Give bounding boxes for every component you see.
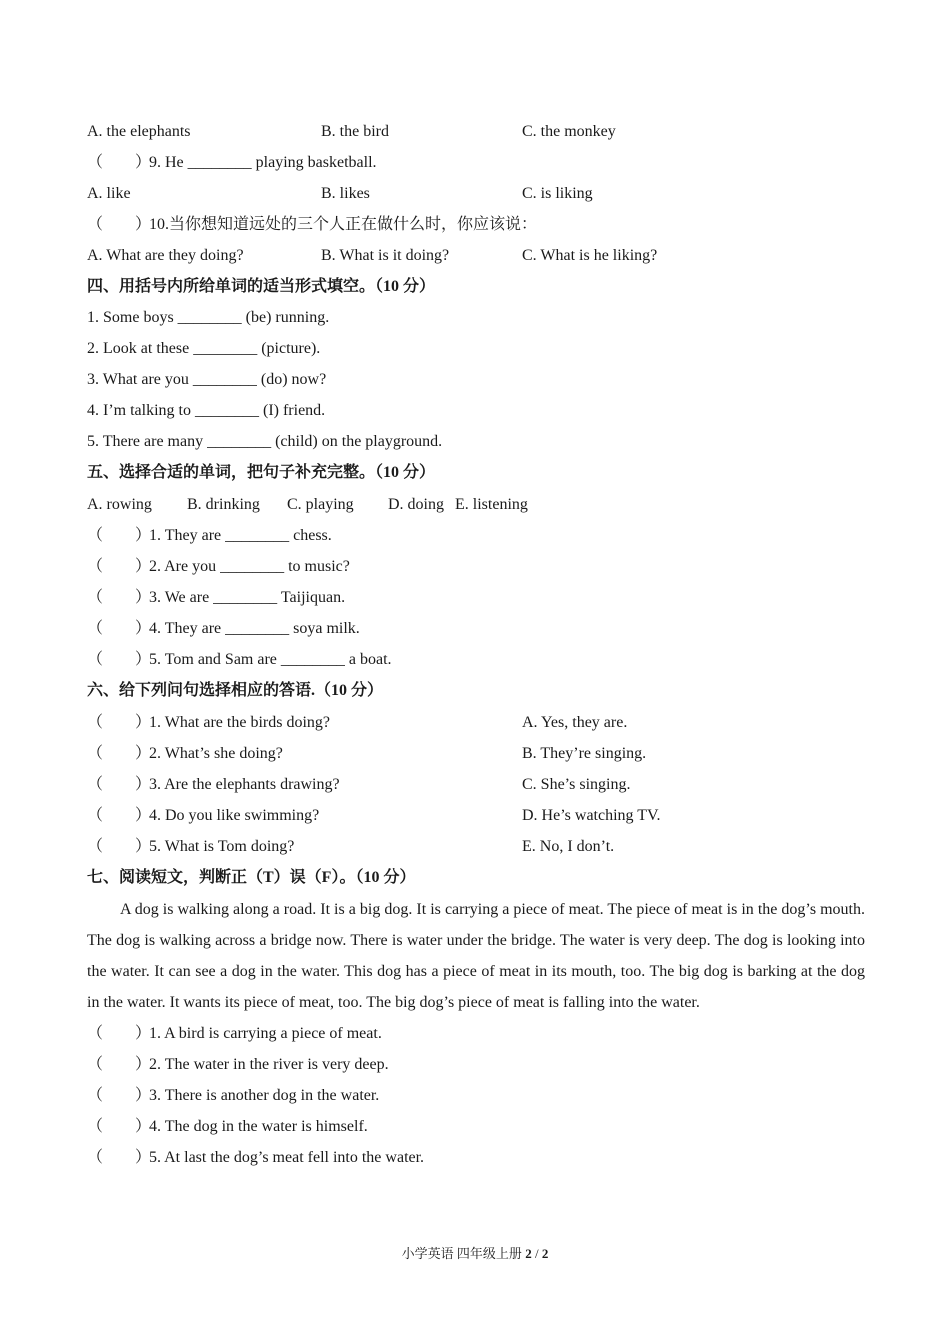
answer-paren[interactable]: （ ） bbox=[87, 807, 152, 824]
q9-option-b: B. likes bbox=[321, 185, 370, 202]
page-total: 2 bbox=[541, 1246, 549, 1261]
section6-row bbox=[87, 738, 867, 769]
q8-option-c: C. the monkey bbox=[522, 123, 616, 140]
answer-paren[interactable]: （ ） bbox=[87, 589, 152, 606]
section5-item bbox=[87, 644, 392, 675]
page-separator: / bbox=[531, 1246, 542, 1261]
q9-line bbox=[87, 147, 377, 178]
word-option: A. rowing bbox=[87, 496, 152, 513]
answer-option: D. He’s watching TV. bbox=[522, 807, 661, 824]
section7-item bbox=[87, 1111, 368, 1142]
footer-label: 小学英语 四年级上册 bbox=[401, 1246, 522, 1261]
section6-row bbox=[87, 831, 867, 862]
statement-text: 4. The dog in the water is himself. bbox=[149, 1118, 368, 1135]
answer-paren[interactable]: （ ） bbox=[87, 558, 152, 575]
statement-text: 1. A bird is carrying a piece of meat. bbox=[149, 1025, 382, 1042]
question-text: 5. What is Tom doing? bbox=[149, 838, 295, 855]
section4-item: 5. There are many ________ (child) on the playground. bbox=[87, 433, 443, 450]
item-text: 5. Tom and Sam are ________ a boat. bbox=[149, 651, 392, 668]
q9-text: 9. He ________ playing basketball. bbox=[149, 154, 377, 171]
section6-row bbox=[87, 769, 867, 800]
q8-option-a: A. the elephants bbox=[87, 123, 191, 140]
section7-item bbox=[87, 1080, 379, 1111]
answer-paren[interactable]: （ ） bbox=[87, 620, 152, 637]
page-number: 2 bbox=[525, 1246, 532, 1261]
answer-paren[interactable]: （ ） bbox=[87, 1056, 152, 1073]
section4-heading: 四、用括号内所给单词的适当形式填空。（10 分） bbox=[87, 278, 436, 295]
q10-line bbox=[87, 209, 537, 240]
question-text: 2. What’s she doing? bbox=[149, 745, 283, 762]
q8-option-b: B. the bird bbox=[321, 123, 389, 140]
section4-item: 3. What are you ________ (do) now? bbox=[87, 371, 327, 388]
answer-paren[interactable]: （ ） bbox=[87, 216, 152, 233]
section6-row bbox=[87, 800, 867, 831]
section7-item bbox=[87, 1142, 424, 1173]
answer-option: A. Yes, they are. bbox=[522, 714, 628, 731]
answer-paren[interactable]: （ ） bbox=[87, 776, 152, 793]
word-option: E. listening bbox=[455, 496, 528, 513]
answer-paren[interactable]: （ ） bbox=[87, 154, 152, 171]
q9-option-c: C. is liking bbox=[522, 185, 593, 202]
item-text: 4. They are ________ soya milk. bbox=[149, 620, 360, 637]
section4-item: 4. I’m talking to ________ (I) friend. bbox=[87, 402, 326, 419]
statement-text: 5. At last the dog’s meat fell into the water. bbox=[149, 1149, 425, 1166]
q10-option-c: C. What is he liking? bbox=[522, 247, 658, 264]
statement-text: 3. There is another dog in the water. bbox=[149, 1087, 380, 1104]
q9-option-a: A. like bbox=[87, 185, 131, 202]
q10-option-b: B. What is it doing? bbox=[321, 247, 450, 264]
section7-heading: 七、阅读短文，判断正（T）误（F）。（10 分） bbox=[87, 869, 416, 886]
answer-paren[interactable]: （ ） bbox=[87, 651, 152, 668]
section5-item bbox=[87, 520, 332, 551]
section7-item bbox=[87, 1049, 389, 1080]
answer-paren[interactable]: （ ） bbox=[87, 1149, 152, 1166]
item-text: 2. Are you ________ to music? bbox=[149, 558, 350, 575]
word-option: C. playing bbox=[287, 496, 354, 513]
answer-paren[interactable]: （ ） bbox=[87, 838, 152, 855]
section5-item bbox=[87, 582, 345, 613]
item-text: 3. We are ________ Taijiquan. bbox=[149, 589, 346, 606]
statement-text: 2. The water in the river is very deep. bbox=[149, 1056, 389, 1073]
word-option: D. doing bbox=[388, 496, 444, 513]
section6-row bbox=[87, 707, 867, 738]
section6-heading: 六、给下列问句选择相应的答语.（10 分） bbox=[87, 682, 384, 699]
q10-text: 10.当你想知道远处的三个人正在做什么时，你应该说： bbox=[149, 216, 538, 233]
section4-item: 2. Look at these ________ (picture). bbox=[87, 340, 321, 357]
answer-paren[interactable]: （ ） bbox=[87, 1118, 152, 1135]
section5-heading: 五、选择合适的单词，把句子补充完整。（10 分） bbox=[87, 464, 436, 481]
question-text: 4. Do you like swimming? bbox=[149, 807, 320, 824]
section5-item bbox=[87, 551, 350, 582]
page-footer bbox=[0, 1243, 950, 1262]
section7-item bbox=[87, 1018, 382, 1049]
section4-item: 1. Some boys ________ (be) running. bbox=[87, 309, 330, 326]
question-text: 3. Are the elephants drawing? bbox=[149, 776, 340, 793]
word-option: B. drinking bbox=[187, 496, 260, 513]
answer-paren[interactable]: （ ） bbox=[87, 745, 152, 762]
answer-paren[interactable]: （ ） bbox=[87, 527, 152, 544]
q10-option-a: A. What are they doing? bbox=[87, 247, 244, 264]
answer-option: B. They’re singing. bbox=[522, 745, 647, 762]
reading-passage: A dog is walking along a road. It is a big dog. It is carrying a piece of meat. The piece of meat is in the dog’s mouth. The dog is walking across a bridge now. There is water under the bridge. The water is very deep. The dog is looking into the water. It can see a dog in the water. This dog has a piece of meat in its mouth, too. The big dog is barking at the dog in the water. It wants its piece of meat, too. The big dog’s piece of meat is falling into the water. bbox=[87, 901, 865, 1011]
answer-option: E. No, I don’t. bbox=[522, 838, 615, 855]
item-text: 1. They are ________ chess. bbox=[149, 527, 332, 544]
question-text: 1. What are the birds doing? bbox=[149, 714, 330, 731]
answer-paren[interactable]: （ ） bbox=[87, 1087, 152, 1104]
answer-option: C. She’s singing. bbox=[522, 776, 631, 793]
answer-paren[interactable]: （ ） bbox=[87, 1025, 152, 1042]
answer-paren[interactable]: （ ） bbox=[87, 714, 152, 731]
section5-item bbox=[87, 613, 360, 644]
